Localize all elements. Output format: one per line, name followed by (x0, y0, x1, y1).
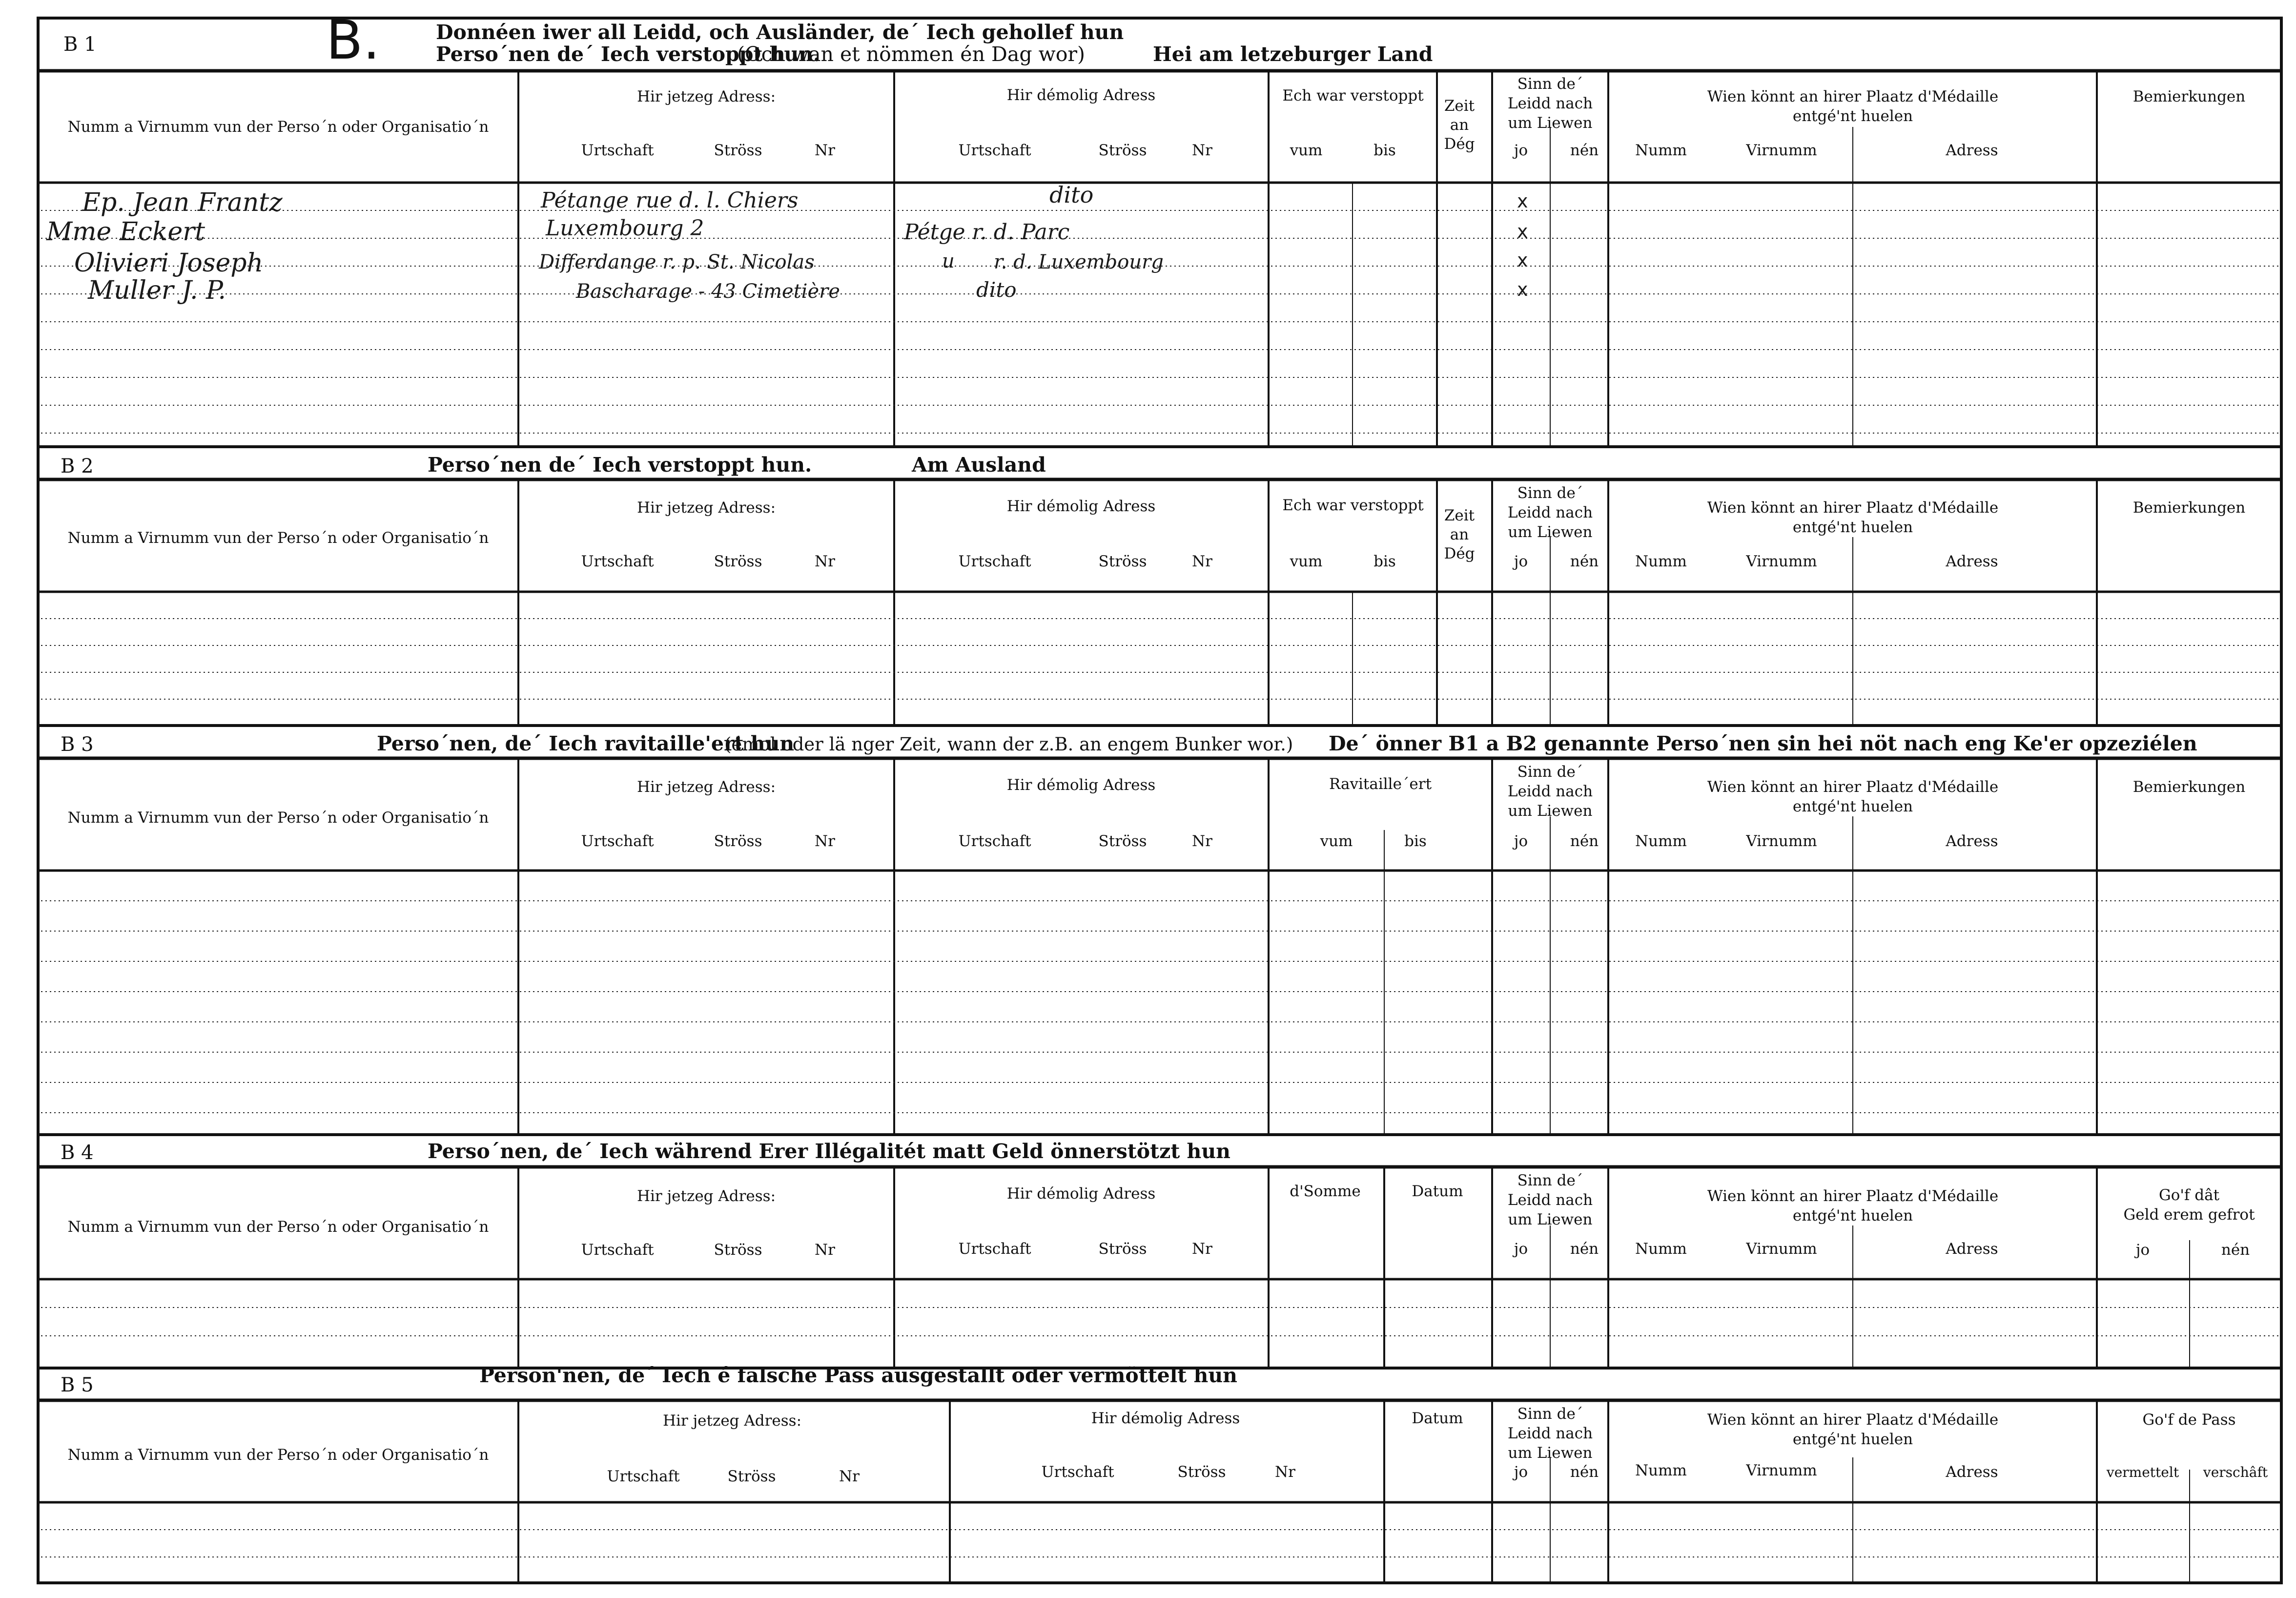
b1-entry-3-former: r. d. Luxembourg (994, 251, 1164, 273)
b3-title-c: De´ önner B1 a B2 genannte Perso´nen sin hei nöt nach eng Ke'er opzeziélen (1329, 732, 2197, 755)
b4-header-money-1: Go'f dât (2158, 1186, 2220, 1204)
b1-entry-4-current: Bascharage - 43 Cimetière (576, 280, 840, 303)
b2-header-medal-address: Adress (1946, 553, 1998, 570)
b3-header-name: Numm a Virnumm vun der Perso´n oder Organisatio´n (67, 809, 489, 827)
b5-header-alive-2: Leidd nach (1507, 1425, 1593, 1442)
b5-header-current-street: Ströss (727, 1468, 776, 1485)
b1-header-alive-1: Sinn de´ (1517, 75, 1583, 93)
b2-header-former-town: Urtschaft (958, 553, 1031, 570)
b1-entry-3-name: Olivieri Joseph (74, 249, 264, 278)
b2-header-former-street: Ströss (1098, 553, 1147, 570)
b2-header-remarks: Bemierkungen (2132, 499, 2246, 517)
b2-header-name: Numm a Virnumm vun der Perso´n oder Organisatio´n (67, 529, 489, 547)
b2-header-medal-1: Wien könnt an hirer Plaatz d'Médaille (1707, 499, 1999, 517)
b1-header-current-town: Urtschaft (581, 142, 654, 159)
b1-title-line2-b: (Och wan et nömmen én Dag wor) (737, 42, 1085, 66)
b3-header-alive-2: Leidd nach (1507, 783, 1593, 800)
b2-header-hidden: Ech war verstoppt (1282, 497, 1424, 514)
b1-header-name: Numm a Virnumm vun der Perso´n oder Organisatio´n (67, 118, 489, 136)
b5-header-current-nr: Nr (839, 1468, 860, 1485)
b1-entry-1-former: dito (1049, 182, 1094, 208)
section-b5 (61, 1364, 2268, 1485)
b2-header-former-address: Hir démolig Adress (1006, 498, 1156, 515)
b5-header-name: Numm a Virnumm vun der Perso´n oder Organisatio´n (67, 1446, 489, 1464)
b2-header-days-1: Zeit (1444, 507, 1475, 524)
b4-header-money-2: Geld erem gefrot (2123, 1206, 2255, 1224)
b4-header-medal-address: Adress (1946, 1240, 1998, 1258)
b4-header-no: nén (1570, 1240, 1599, 1258)
b1-header-remarks: Bemierkungen (2132, 88, 2246, 105)
b5-header-pass: Go'f de Pass (2142, 1411, 2236, 1429)
b1-header-medal-firstname: Virnumm (1746, 142, 1817, 159)
b5-header-former-nr: Nr (1275, 1463, 1295, 1481)
writing-lines (41, 210, 2278, 1557)
b3-header-former-address: Hir démolig Adress (1006, 776, 1156, 794)
b3-header-current-nr: Nr (815, 832, 835, 850)
b4-header-medal-2: entgé'nt huelen (1792, 1207, 1913, 1224)
b1-entry-2-alive-yes: x (1517, 221, 1528, 242)
b4-code: B 4 (61, 1141, 94, 1164)
b2-header-medal-firstname: Virnumm (1746, 553, 1817, 570)
b3-title-a: Perso´nen, de´ Iech ravitaille'ert hun (377, 732, 795, 755)
b5-header-yes: jo (1514, 1463, 1528, 1481)
b4-header-alive-1: Sinn de´ (1517, 1172, 1583, 1189)
b1-header-medal-name: Numm (1635, 142, 1687, 159)
b2-header-alive-2: Leidd nach (1507, 504, 1593, 521)
b5-title: Person'nen, de´ Iech é falsche Pass ausgestallt oder vermöttelt hun (479, 1364, 1237, 1387)
b5-header-medal-name: Numm (1635, 1462, 1687, 1479)
b5-header-medal-1: Wien könnt an hirer Plaatz d'Médaille (1707, 1411, 1999, 1429)
b2-header-current-nr: Nr (815, 553, 835, 570)
b1-entry-4 (87, 276, 1528, 305)
b4-header-medal-1: Wien könnt an hirer Plaatz d'Médaille (1707, 1187, 1999, 1205)
b5-header-date: Datum (1412, 1410, 1463, 1427)
section-b4 (61, 1140, 2255, 1259)
b4-header-alive-2: Leidd nach (1507, 1191, 1593, 1209)
b4-header-alive-3: um Liewen (1508, 1211, 1593, 1228)
b5-header-medal-address: Adress (1946, 1463, 1998, 1481)
b2-header-alive-3: um Liewen (1508, 523, 1593, 541)
b3-header-no: nén (1570, 832, 1599, 850)
b2-code: B 2 (61, 455, 94, 477)
b3-header-medal-name: Numm (1635, 832, 1687, 850)
b3-header-medal-address: Adress (1946, 832, 1998, 850)
b1-entry-4-name: Muller J. P. (88, 276, 226, 305)
b5-header-procured: verschâft (2203, 1464, 2268, 1480)
b1-entry-3-current: Differdange r. p. St. Nicolas (539, 251, 815, 273)
b2-header-no: nén (1570, 553, 1599, 570)
b1-header-former-town: Urtschaft (958, 142, 1031, 159)
b1-header-former-nr: Nr (1192, 142, 1212, 159)
b1-header-days-2: an (1450, 116, 1469, 134)
b4-header-former-address: Hir démolig Adress (1006, 1185, 1156, 1203)
b5-header-former-address: Hir démolig Adress (1091, 1410, 1240, 1427)
b4-header-current-nr: Nr (815, 1241, 835, 1259)
b4-header-current-town: Urtschaft (581, 1241, 654, 1259)
b3-header-medal-firstname: Virnumm (1746, 832, 1817, 850)
b1-entry-3-alive-yes: x (1517, 249, 1528, 271)
b3-code: B 3 (61, 733, 94, 756)
b1-header-former-address: Hir démolig Adress (1006, 86, 1156, 104)
b4-header-former-town: Urtschaft (958, 1240, 1031, 1258)
b5-header-current-address: Hir jetzeg Adress: (662, 1412, 802, 1430)
b5-header-mediated: vermettelt (2106, 1464, 2179, 1480)
b1-title-line2-c: Hei am letzeburger Land (1153, 42, 1433, 66)
b3-header-to: bis (1404, 832, 1427, 850)
b1-entry-4-alive-yes: x (1517, 279, 1528, 300)
b2-header-yes: jo (1514, 553, 1528, 570)
b3-header-medal-1: Wien könnt an hirer Plaatz d'Médaille (1707, 778, 1999, 796)
b2-header-medal-name: Numm (1635, 553, 1687, 570)
b5-code: B 5 (61, 1374, 94, 1396)
b1-header-from: vum (1290, 142, 1323, 159)
b1-entry-1-alive-yes: x (1517, 190, 1528, 212)
b3-header-alive-3: um Liewen (1508, 802, 1593, 820)
b1-header-no: nén (1570, 142, 1599, 159)
b1-entry-3 (74, 249, 1528, 278)
b1-header-medal-address: Adress (1946, 142, 1998, 159)
b2-header-current-town: Urtschaft (581, 553, 654, 570)
b1-entry-4-former: dito (976, 278, 1017, 302)
b4-header-current-address: Hir jetzeg Adress: (636, 1187, 776, 1205)
b2-header-days-3: Dég (1444, 545, 1475, 562)
b1-entry-3-ditto-mark: u (942, 250, 955, 272)
b1-header-days-1: Zeit (1444, 97, 1475, 115)
b5-header-former-town: Urtschaft (1041, 1463, 1114, 1481)
b1-header-alive-3: um Liewen (1508, 114, 1593, 132)
b4-header-current-street: Ströss (714, 1241, 762, 1259)
b1-header-former-street: Ströss (1098, 142, 1147, 159)
section-b3 (61, 732, 2245, 850)
b3-header-former-town: Urtschaft (958, 832, 1031, 850)
b1-entry-2-name: Mme Eckert (46, 217, 205, 247)
b4-header-sum: d'Somme (1290, 1183, 1361, 1200)
b3-title-b: (émol oder lä nger Zeit, wann der z.B. an engem Bunker wor.) (724, 734, 1293, 755)
b-letter: B. (326, 9, 380, 71)
b5-header-no: nén (1570, 1463, 1599, 1481)
b3-header-alive-1: Sinn de´ (1517, 763, 1583, 781)
section-b2 (61, 453, 2245, 570)
b1-header-days-3: Dég (1444, 135, 1475, 153)
b1-header-to: bis (1374, 142, 1396, 159)
b1-entry-2-former: Pétge r. d. Parc (904, 220, 1070, 245)
b4-header-former-nr: Nr (1192, 1240, 1212, 1258)
b4-header-name: Numm a Virnumm vun der Perso´n oder Organisatio´n (67, 1218, 489, 1236)
b1-title-line2-a: Perso´nen de´ Iech verstoppt hun. (436, 42, 820, 66)
b1-entry-1-current: Pétange rue d. l. Chiers (541, 188, 799, 213)
b5-header-alive-3: um Liewen (1508, 1444, 1593, 1462)
b5-header-medal-firstname: Virnumm (1746, 1462, 1817, 1479)
b3-header-yes: jo (1514, 832, 1528, 850)
b1-header-current-address: Hir jetzeg Adress: (636, 88, 776, 105)
b1-header-yes: jo (1514, 142, 1528, 159)
b2-header-former-nr: Nr (1192, 553, 1212, 570)
b4-header-medal-name: Numm (1635, 1240, 1687, 1258)
b4-header-medal-firstname: Virnumm (1746, 1240, 1817, 1258)
b4-header-yes: jo (1514, 1240, 1528, 1258)
b2-header-alive-1: Sinn de´ (1517, 484, 1583, 502)
b1-header-alive-2: Leidd nach (1507, 95, 1593, 112)
b1-header-current-nr: Nr (815, 142, 835, 159)
b1-entry-2 (46, 216, 1528, 247)
b3-header-from: vum (1320, 832, 1353, 850)
b4-header-former-street: Ströss (1098, 1240, 1147, 1258)
b2-header-days-2: an (1450, 526, 1469, 543)
b4-title: Perso´nen, de´ Iech während Erer Illégalitét matt Geld önnerstötzt hun (428, 1140, 1230, 1163)
b2-header-current-address: Hir jetzeg Adress: (636, 499, 776, 517)
b1-header-medal-2: entgé'nt huelen (1792, 107, 1913, 125)
b3-header-remarks: Bemierkungen (2132, 778, 2246, 796)
section-b1 (46, 9, 2245, 305)
b3-header-former-street: Ströss (1098, 832, 1147, 850)
b1-entry-1-name: Ep. Jean Frantz (82, 188, 283, 217)
b1-header-current-street: Ströss (714, 142, 762, 159)
b5-header-alive-1: Sinn de´ (1517, 1405, 1583, 1423)
b3-header-former-nr: Nr (1192, 832, 1212, 850)
b3-header-supplied: Ravitaille´ert (1329, 775, 1432, 793)
b3-header-current-street: Ströss (714, 832, 762, 850)
b2-header-to: bis (1374, 553, 1396, 570)
b2-title-b: Am Ausland (912, 453, 1046, 477)
b2-header-medal-2: entgé'nt huelen (1792, 519, 1913, 536)
b3-header-current-town: Urtschaft (581, 832, 654, 850)
b4-header-money-no: nén (2221, 1241, 2250, 1259)
b1-entry-1 (82, 182, 1528, 217)
b4-header-money-yes: jo (2135, 1241, 2150, 1259)
b1-entry-2-current: Luxembourg 2 (546, 216, 704, 241)
b2-header-from: vum (1290, 553, 1323, 570)
b1-header-medal-1: Wien könnt an hirer Plaatz d'Médaille (1707, 88, 1999, 105)
b2-header-current-street: Ströss (714, 553, 762, 570)
b1-title-line1: Donnéen iwer all Leidd, och Ausländer, de´ Iech gehollef hun (436, 21, 1124, 44)
b5-header-current-town: Urtschaft (607, 1468, 680, 1485)
b3-header-medal-2: entgé'nt huelen (1792, 798, 1913, 815)
b5-header-former-street: Ströss (1177, 1463, 1226, 1481)
b5-header-medal-2: entgé'nt huelen (1792, 1431, 1913, 1448)
b4-header-date: Datum (1412, 1183, 1463, 1200)
b1-code: B 1 (63, 33, 97, 56)
b2-title-a: Perso´nen de´ Iech verstoppt hun. (428, 453, 812, 477)
b1-header-hidden: Ech war verstoppt (1282, 87, 1424, 104)
b3-header-current-address: Hir jetzeg Adress: (636, 778, 776, 796)
